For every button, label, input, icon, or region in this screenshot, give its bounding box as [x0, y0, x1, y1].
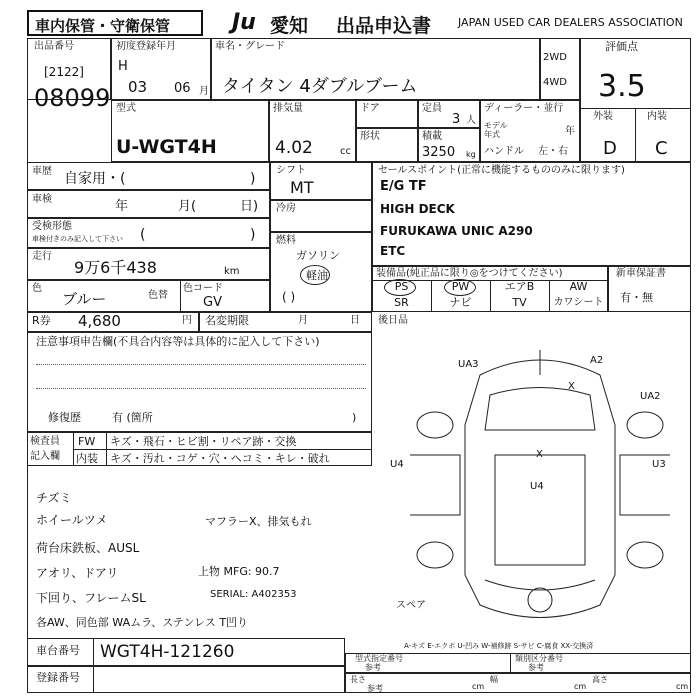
chassis-label: 車台番号: [36, 644, 80, 657]
interior-grade: C: [655, 138, 668, 159]
equip-pw-circle: [444, 279, 476, 296]
type-number-sub: 参考: [365, 663, 381, 672]
ref-label: 参考: [367, 684, 383, 693]
inspector-label-2: 記入欄: [30, 451, 60, 462]
drive-4wd: 4WD: [543, 77, 567, 88]
fuel-diesel: 軽油: [306, 269, 328, 282]
registration-year: 03: [128, 78, 148, 96]
dealer-label: ディーラー・並行: [484, 103, 564, 114]
handle-value: 左・右: [538, 146, 568, 157]
received-label: 受検形態: [32, 221, 72, 232]
grade-value: 3.5: [598, 69, 646, 104]
color-label: 色: [32, 283, 42, 294]
muffler-note: マフラーX、排気もれ: [205, 515, 312, 528]
recycle-label: R券: [32, 314, 51, 327]
shaken-month-unit: 月(: [178, 199, 197, 214]
repair-history-label: 修復歴: [48, 411, 81, 424]
name-change-month: 月: [298, 315, 308, 326]
fuel-gasoline: ガソリン: [296, 249, 340, 262]
reg-number-label: 登録番号: [36, 671, 80, 684]
sales-point-2: HIGH DECK: [380, 202, 455, 216]
model-label: 型式: [116, 103, 136, 114]
shape-label: 形状: [360, 131, 380, 142]
received-sub: 車検付きのみ記入して下さい: [32, 235, 123, 243]
shaken-day-unit: 日): [240, 199, 259, 214]
load-unit: kg: [466, 150, 476, 159]
crane-note: 上物 MFG: 90.7: [198, 565, 280, 578]
lot-bracket-number: [2122]: [44, 65, 84, 79]
exterior-grade: D: [603, 138, 617, 159]
car-name-label: 車名・グレード: [215, 41, 285, 52]
chassis-value: WGT4H-121260: [100, 642, 235, 662]
form-title: 出品申込書: [336, 15, 432, 37]
exterior-label: 外装: [593, 111, 613, 122]
capacity-value: 3: [452, 112, 461, 127]
shift-value: MT: [290, 178, 314, 197]
height-label: 高さ: [592, 675, 608, 684]
sales-point-1: E/G TF: [380, 179, 427, 194]
registration-month-unit: 月: [199, 86, 209, 97]
mark-u4-left: U4: [390, 459, 404, 470]
history-label: 車歴: [32, 166, 52, 177]
mark-x-rear: X: [568, 381, 575, 392]
aircon-label: 冷房: [276, 203, 296, 214]
association-name: JAPAN USED CAR DEALERS ASSOCIATION: [458, 16, 683, 29]
capacity-unit: 人: [466, 115, 476, 126]
mark-x-top: X: [536, 449, 543, 460]
fuel-label: 燃料: [276, 235, 296, 246]
equip-airbag: エアB: [504, 280, 535, 293]
length-unit: cm: [472, 682, 485, 691]
sales-point-4: ETC: [380, 244, 406, 258]
sales-point-3: FURUKAWA UNIC A290: [380, 224, 533, 238]
recycle-unit: 円: [182, 315, 192, 326]
height-unit: cm: [676, 682, 689, 691]
history-close: ): [250, 171, 256, 187]
color-code-label: 色コード: [183, 283, 223, 294]
spare-label: スペア: [396, 600, 426, 611]
registration-month: 06: [174, 81, 191, 96]
ju-logo: Ju: [232, 10, 256, 35]
width-unit: cm: [574, 682, 587, 691]
model-year-label: モデル年式: [484, 121, 508, 140]
interior-label: 内装: [647, 111, 667, 122]
equip-ps-circle: [384, 279, 416, 296]
name-change-day: 日: [350, 315, 360, 326]
model-year-unit: 年: [565, 126, 575, 137]
fuel-paren: ( ): [282, 290, 296, 304]
fw-label: FW: [78, 435, 96, 448]
color-value: ブルー: [62, 290, 107, 308]
class-number-sub: 参考: [528, 663, 544, 672]
damage-legend: A-キズ E-エクボ U-凹み W-補修跡 S-サビ C-腐食 XX-交換済: [404, 642, 594, 650]
displacement-unit: cc: [340, 146, 351, 157]
inspector-note-3: 荷台床鉄板、AUSL: [36, 541, 140, 555]
class-number-label: 類別区分番号: [515, 654, 563, 663]
type-number-label: 型式指定番号: [355, 654, 403, 663]
lot-number-value: 08099: [34, 84, 111, 112]
mark-a2: A2: [590, 355, 604, 366]
received-open: (: [140, 227, 146, 243]
inspector-label-1: 検査員: [30, 436, 60, 447]
model-value: U-WGT4H: [116, 136, 217, 158]
fuel-selected-circle: [300, 265, 330, 285]
storage-badge: [27, 10, 203, 36]
equip-pw: PW: [451, 280, 470, 293]
notes-label: 注意事項申告欄(不具合内容等は具体的に記入して下さい): [36, 335, 320, 348]
dimension-cell: [345, 673, 691, 693]
new-warranty-value: 有・無: [620, 291, 653, 304]
serial-note: SERIAL: A402353: [210, 589, 297, 600]
equip-seat: カワシート: [553, 297, 604, 308]
shaken-cell: [27, 190, 270, 218]
sales-points-label: セールスポイント(正常に機能するもののみに限ります): [378, 165, 625, 176]
shift-label: シフト: [276, 165, 306, 176]
handle-label: ハンドル: [484, 146, 524, 157]
width-label: 幅: [490, 675, 498, 684]
drive-2wd: 2WD: [543, 52, 567, 63]
mileage-label: 走行: [32, 251, 52, 262]
mark-ua2: UA2: [640, 391, 661, 402]
color-code-value: GV: [203, 295, 222, 310]
name-change-label: 名変期限: [205, 314, 249, 327]
color-swap-label: 色替: [148, 290, 168, 301]
displacement-label: 排気量: [273, 103, 303, 114]
mark-u4-bed: U4: [530, 481, 544, 492]
lot-number-label: 出品番号: [34, 41, 74, 52]
drive-cell: [540, 38, 580, 100]
inspector-note-6: 各AW、同色部 WAムラ、ステンレス T凹り: [36, 616, 249, 629]
equip-aw: AW: [569, 280, 588, 293]
mark-ua3: UA3: [458, 359, 479, 370]
rear-items-label: 後日品: [378, 315, 408, 326]
repair-history-close: ): [352, 411, 357, 424]
equip-navi: ナビ: [449, 296, 472, 309]
inspector-note-5: 下回り、フレームSL: [36, 591, 146, 605]
doors-label: ドア: [360, 103, 380, 114]
equip-tv: TV: [512, 296, 527, 309]
interior-items: キズ・汚れ・コゲ・穴・ヘコミ・キレ・破れ: [110, 452, 330, 465]
received-close: ): [250, 227, 256, 243]
equipment-label: 装備品(純正品に限り◎をつけてください): [376, 268, 563, 279]
load-label: 積載: [422, 131, 442, 142]
interior-items-label: 内装: [76, 452, 98, 465]
mileage-value: 9万6千438: [74, 258, 157, 277]
fw-items: キズ・飛石・ヒビ割・リペア跡・交換: [110, 435, 297, 448]
shaken-year-unit: 年: [115, 199, 129, 214]
inspector-note-1: チズミ: [36, 491, 72, 505]
new-warranty-label: 新車保証書: [616, 268, 666, 279]
region-title: 愛知: [270, 15, 309, 37]
mileage-unit: km: [224, 266, 240, 277]
repair-history-value: 有 (箇所: [112, 411, 153, 424]
car-name-value: タイタン 4ダブルブーム: [222, 76, 418, 97]
grade-label: 評価点: [605, 40, 638, 53]
capacity-label: 定員: [422, 103, 442, 114]
registration-era: H: [118, 59, 128, 74]
shaken-label: 車検: [32, 194, 52, 205]
length-label: 長さ: [350, 675, 366, 684]
inspector-note-2: ホイールツメ: [36, 513, 108, 527]
recycle-value: 4,680: [78, 312, 121, 330]
mark-u3: U3: [652, 459, 666, 470]
history-value: 自家用・(: [64, 171, 126, 187]
displacement-value: 4.02: [275, 138, 313, 158]
storage-badge-text: 車内保管・守衛保管: [35, 17, 171, 35]
load-value: 3250: [422, 145, 456, 160]
first-registration-label: 初度登録年月: [116, 41, 176, 52]
inspector-note-4: アオリ、ドアリ: [36, 566, 119, 580]
equip-ps: PS: [394, 280, 409, 293]
equip-sr: SR: [394, 296, 409, 309]
